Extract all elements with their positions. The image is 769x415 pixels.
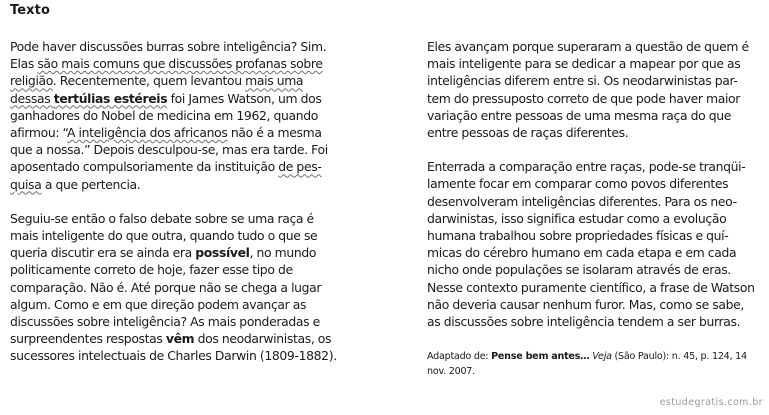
text-line: Enterrada a comparação entre raças, pode-se tranqüi- <box>427 159 746 175</box>
text-line: não deveria causar nenhum furor. Mas, como se sabe, <box>427 296 744 312</box>
text-line: mais inteligente do que outra, quando tudo o que se <box>10 228 318 244</box>
citation-line: nov. 2007. <box>427 366 475 377</box>
text-line: variação entre pessoas de uma mesma raça do que <box>427 107 732 123</box>
text-line: Seguiu-se então o falso debate sobre se uma raça é <box>10 210 314 226</box>
text-line: as discussões sobre inteligência tendem a ser burras. <box>427 314 741 330</box>
paragraph <box>427 158 765 330</box>
text-line: humana trabalhou sobre propriedades físicas e quí- <box>427 228 729 244</box>
text-line: Pode haver discussões burras sobre inteligência? Sim. <box>10 39 327 54</box>
text-line <box>10 72 344 89</box>
text-run: não é a mesma <box>227 125 322 141</box>
text-line <box>10 55 344 72</box>
highlighted-phrase: mais uma <box>245 73 304 89</box>
paragraph <box>10 38 344 193</box>
text-line <box>10 244 344 261</box>
bold-highlighted-phrase: tertúlias estéreis <box>53 90 168 106</box>
text-line: algum. Como e em que direção podem avançar as <box>10 296 307 312</box>
text-line: discussões sobre inteligência? As mais ponderadas e <box>10 314 320 330</box>
text-line: politicamente correto de hoje, fazer esse tipo de <box>10 262 293 278</box>
site-watermark: estudegratis.com.br <box>659 397 763 408</box>
text-line <box>10 124 344 141</box>
paragraph <box>10 210 344 365</box>
left-column <box>10 38 344 365</box>
text-line <box>10 90 344 107</box>
text-line <box>10 176 344 193</box>
highlighted-phrase: quisa <box>10 176 42 192</box>
text-line: nicho onde populações se isolaram através de eras. <box>427 262 731 278</box>
text-line: tem do pressuposto correto de que pode haver maior <box>427 90 741 106</box>
highlighted-phrase: de pes- <box>278 159 322 175</box>
text-line: comparação. Não é. Até porque não se chega a lugar <box>10 279 322 295</box>
text-run: surpreendentes respostas <box>10 331 166 347</box>
bold-word: possível <box>195 245 250 261</box>
text-run: , no mundo <box>249 245 317 261</box>
text-line: inteligências diferem entre si. Os neodarwinistas par- <box>427 73 738 89</box>
citation-line <box>427 349 747 364</box>
bold-word: vêm <box>165 331 195 347</box>
citation-title: Pense bem antes… <box>491 351 590 362</box>
text-run: a que pertencia. <box>41 176 141 192</box>
right-column <box>427 38 765 330</box>
citation-prefix: Adaptado de: <box>427 351 492 362</box>
citation-details: (São Paulo): n. 45, p. 124, 14 <box>611 351 747 362</box>
text-run: afirmou: “ <box>10 125 68 141</box>
text-line: mais inteligente para se dedicar a mapear por que as <box>427 56 741 72</box>
text-run: foi James Watson, um dos <box>167 90 322 106</box>
paragraph <box>427 38 765 141</box>
highlighted-phrase: dessas <box>10 90 54 106</box>
text-line: darwinistas, isso significa estudar como a evolução <box>427 210 727 226</box>
text-line <box>10 158 344 175</box>
highlighted-phrase: religião <box>10 73 53 89</box>
text-line: que a nossa.” Depois desculpou-se, mas era tarde. Foi <box>10 142 328 158</box>
text-run: dos neodarwinistas, os <box>194 331 332 347</box>
text-line: micas do cérebro humano em cada etapa e em cada <box>427 245 737 261</box>
citation-magazine: Veja <box>592 351 612 362</box>
text-line: entre pessoas de raças diferentes. <box>427 125 629 141</box>
highlighted-phrase: são mais comuns que discussões profanas sobre <box>37 56 323 72</box>
text-run: Elas <box>10 56 38 72</box>
highlighted-phrase: A inteligência dos africanos <box>67 125 228 141</box>
section-heading: Texto <box>10 3 50 18</box>
text-line: Eles avançam porque superaram a questão de quem é <box>427 39 749 54</box>
text-line: lamente focar em comparar como povos diferentes <box>427 176 729 192</box>
text-run: aposentado compulsoriamente da instituição <box>10 159 279 175</box>
text-line: desenvolveram inteligências diferentes. Para os neo- <box>427 193 737 209</box>
text-line: ganhadores do Nobel de medicina em 1962, quando <box>10 107 319 123</box>
text-line: Nesse contexto puramente científico, a frase de Watson <box>427 279 755 295</box>
text-run: . Recentemente, quem levantou <box>52 73 246 89</box>
text-run: queria discutir era se ainda era <box>10 245 196 261</box>
text-line <box>10 330 344 347</box>
source-citation <box>427 349 747 379</box>
text-line: sucessores intelectuais de Charles Darwin (1809-1882). <box>10 348 337 364</box>
